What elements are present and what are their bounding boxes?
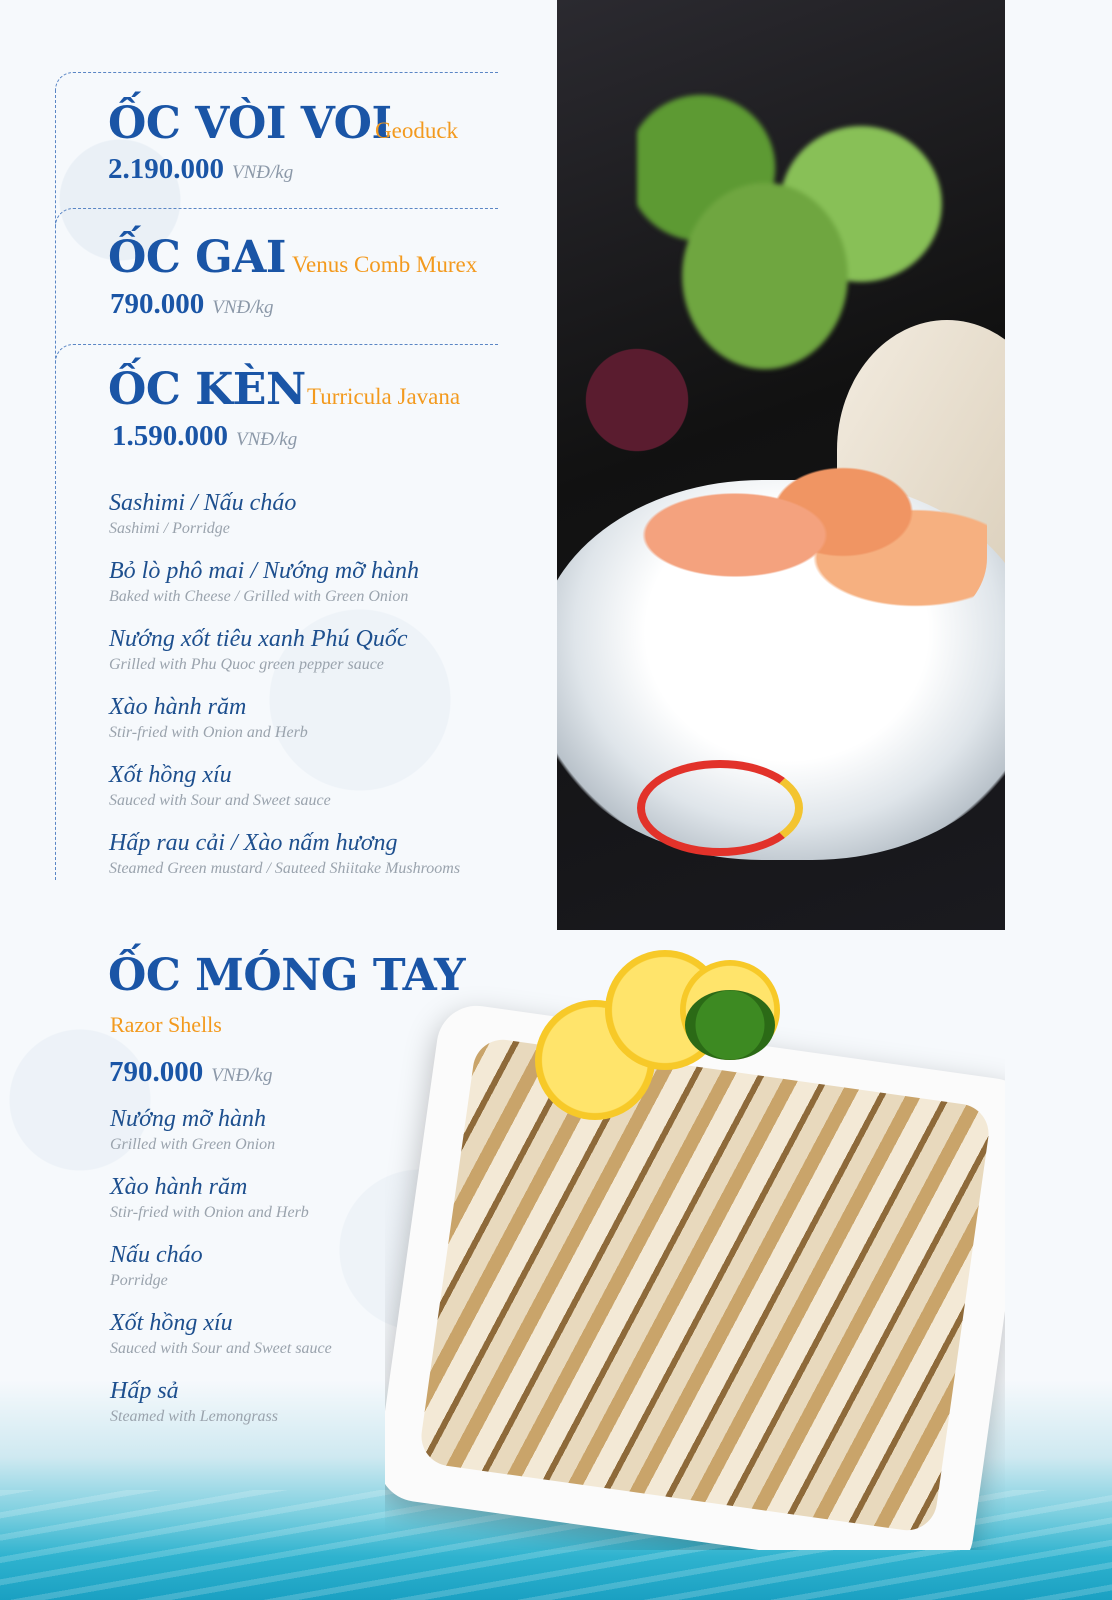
dish-option: [110, 1104, 275, 1156]
dish-name-vi: Nướng mỡ hành: [110, 1106, 267, 1132]
item-en-name-murex: Venus Comb Murex: [292, 252, 478, 277]
item-price-razor-shells: [109, 1056, 272, 1089]
item-price-geoduck: [108, 153, 293, 186]
dish-name-vi: Bỏ lò phô mai / Nướng mỡ hành: [109, 558, 420, 584]
price-value: 1.590.000: [112, 420, 228, 452]
dish-name-en: Stir-fried with Onion and Herb: [110, 1204, 309, 1221]
dish-name-vi: Sashimi / Nấu cháo: [109, 490, 297, 516]
dish-name-en: Sauced with Sour and Sweet sauce: [109, 792, 331, 809]
dish-name-en: Grilled with Green Onion: [110, 1136, 276, 1153]
dish-name-en: Stir-fried with Onion and Herb: [109, 724, 308, 741]
divider-line: [73, 344, 498, 345]
geoduck-dish-photo: [557, 0, 1005, 930]
item-price-turricula: [112, 420, 297, 453]
dish-name-vi: Hấp rau cải / Xào nấm hương: [109, 830, 398, 856]
dish-name-en: Sashimi / Porridge: [109, 520, 230, 537]
dish-name-vi: Nướng xốt tiêu xanh Phú Quốc: [109, 626, 408, 652]
dish-option: [110, 1172, 309, 1224]
item-title-murex: ỐC GAI: [108, 232, 286, 283]
dish-option: [110, 1308, 332, 1360]
dish-option: [110, 1376, 278, 1428]
price-unit: VNĐ/kg: [236, 429, 298, 450]
price-unit: VNĐ/kg: [211, 1065, 273, 1086]
dish-name-vi: Xào hành răm: [109, 694, 247, 720]
dish-option: [109, 692, 308, 744]
price-value: 790.000: [109, 1056, 204, 1088]
item-price-murex: [110, 288, 273, 321]
dish-name-vi: Hấp sả: [110, 1378, 179, 1404]
item-title-turricula: ỐC KÈN: [108, 364, 306, 415]
item-en-name-geoduck: Geoduck: [375, 118, 459, 143]
dish-name-vi: Nấu cháo: [110, 1242, 203, 1268]
photo-chili-garnish: [637, 760, 803, 856]
item-en-name-turricula: Turricula Javana: [307, 384, 461, 409]
dish-option: [109, 624, 408, 676]
dish-name-en: Steamed Green mustard / Sauteed Shiitake Mushrooms: [109, 860, 461, 877]
item-title-geoduck: ỐC VÒI VOI: [108, 98, 392, 149]
item-title-razor-shells: ỐC MÓNG TAY: [108, 950, 466, 1001]
dish-option: [109, 760, 331, 812]
item-en-name-razor-shells: Razor Shells: [110, 1012, 222, 1037]
photo-parsley: [685, 990, 775, 1060]
price-value: 2.190.000: [108, 153, 224, 185]
dish-name-vi: Xào hành răm: [110, 1174, 248, 1200]
dish-name-en: Grilled with Phu Quoc green pepper sauce: [109, 656, 384, 673]
dish-name-en: Sauced with Sour and Sweet sauce: [110, 1340, 332, 1357]
dish-name-vi: Xốt hồng xíu: [109, 762, 232, 788]
dish-option: [109, 556, 419, 608]
photo-geoduck-slices: [627, 420, 987, 650]
price-value: 790.000: [110, 288, 205, 320]
dish-name-en: Steamed with Lemongrass: [110, 1408, 278, 1425]
divider-line: [73, 72, 498, 73]
price-unit: VNĐ/kg: [212, 297, 274, 318]
razor-shell-dish-photo: [385, 950, 1005, 1550]
divider-vertical: [55, 90, 56, 880]
dish-name-vi: Xốt hồng xíu: [110, 1310, 233, 1336]
dish-option: [109, 828, 460, 880]
dish-option: [109, 488, 296, 540]
dish-option: [110, 1240, 203, 1292]
divider-line: [73, 208, 498, 209]
dish-name-en: Baked with Cheese / Grilled with Green Onion: [109, 588, 409, 605]
dish-name-en: Porridge: [110, 1272, 168, 1289]
photo-razor-shells: [418, 1036, 993, 1534]
price-unit: VNĐ/kg: [232, 162, 294, 183]
